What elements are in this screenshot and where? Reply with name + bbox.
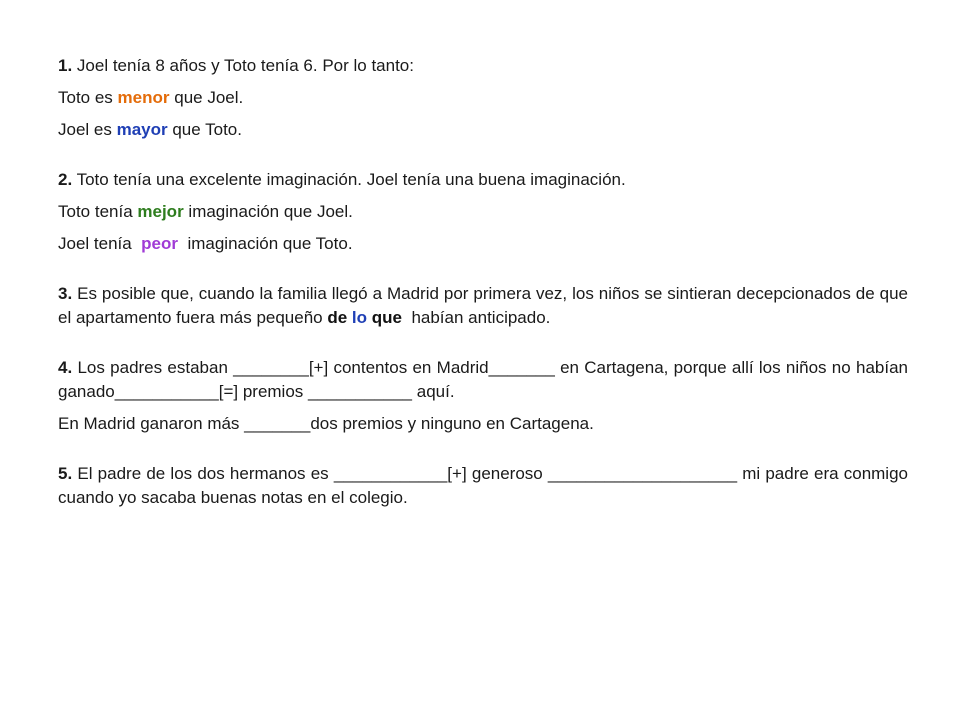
item-1-line-3-pre: Joel es [58,120,117,139]
item-2-number: 2. [58,170,73,189]
item-3-number: 3. [58,284,73,303]
word-de: de [327,308,348,327]
item-1-line-3-post: que Toto. [167,120,242,139]
item-4-line-2: En Madrid ganaron más _______dos premios y ninguno en Cartagena. [58,414,594,433]
item-1-line-2-pre: Toto es [58,88,118,107]
item-4-text: Los padres estaban ________[+] contentos en Madrid_______ en Cartagena, porque allí los niños no habían ganado___________[=] premios ___________ aquí. [58,358,908,401]
item-3-tail: habían anticipado. [402,308,551,327]
item-2-line-3-pre: Joel tenía [58,234,142,253]
item-2-line-3 [58,232,908,256]
item-3-paragraph [58,282,908,330]
item-2-line-2-pre: Toto tenía [58,202,138,221]
word-mayor: mayor [116,120,168,139]
item-5-text: El padre de los dos hermanos es ____________[+] generoso ____________________ mi padre era conmigo cuando yo sacaba buenas notas en el colegio. [58,464,908,507]
slide-content [58,54,908,510]
word-mejor: mejor [137,202,184,221]
item-1-intro-text: Joel tenía 8 años y Toto tenía 6. Por lo tanto: [72,56,414,75]
item-1-intro [58,54,908,78]
item-4-paragraph [58,356,908,404]
item-4-number: 4. [58,358,73,377]
word-menor: menor [117,88,170,107]
word-peor: peor [141,234,179,253]
item-1-line-3 [58,118,908,142]
item-5-number: 5. [58,464,73,483]
item-2-line-2 [58,200,908,224]
item-1-number: 1. [58,56,73,75]
item-2-line-3-post: imaginación que Toto. [178,234,353,253]
item-2-line-2-post: imaginación que Joel. [183,202,353,221]
word-lo: lo [351,308,368,327]
item-5-paragraph [58,462,908,510]
item-3-text: Es posible que, cuando la familia llegó a Madrid por primera vez, los niños se sintieran decepcionados de que el apartamento fuera más pequeño [58,284,908,327]
item-2-intro-text: Toto tenía una excelente imaginación. Joel tenía una buena imaginación. [72,170,626,189]
word-que: que [371,308,402,327]
item-2-intro [58,168,908,192]
item-1-line-2-post: que Joel. [169,88,244,107]
item-1-line-2 [58,86,908,110]
